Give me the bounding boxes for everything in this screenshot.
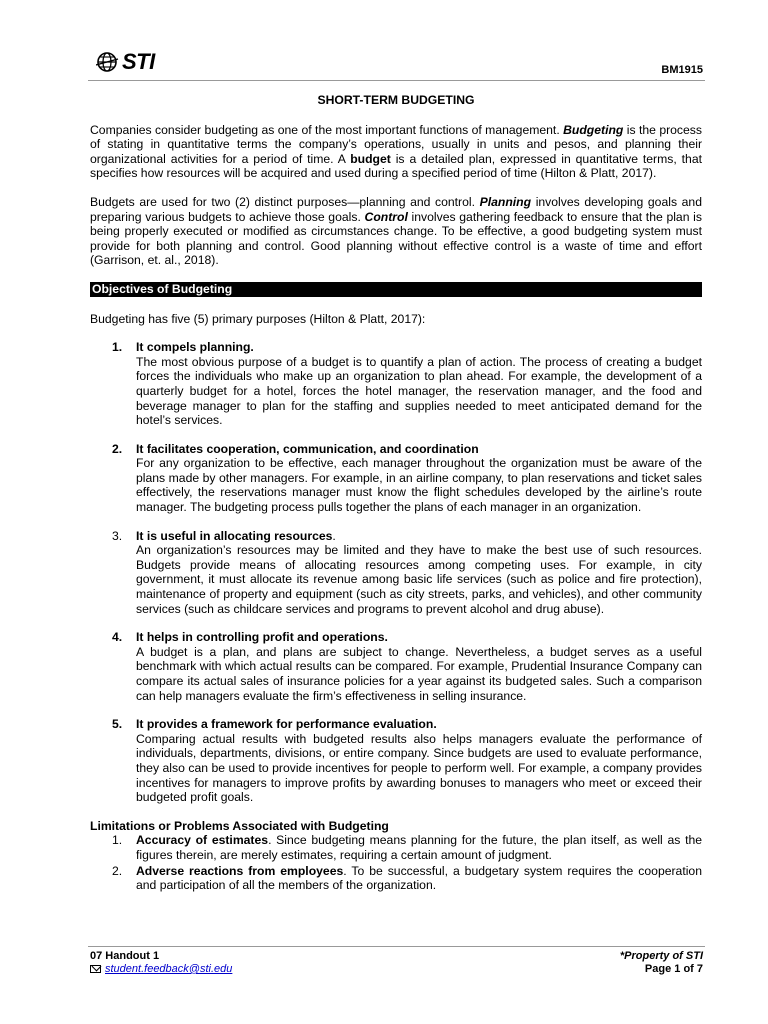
envelope-icon (90, 965, 101, 973)
term-control: Control (364, 209, 408, 224)
property-label: *Property of STI (619, 950, 703, 962)
list-item: 1. It compels planning. The most obvious purpose of a budget is to quantify a plan of action. The process of creating a budget forces the individuals who make up an organization to plan ahead. For example, the development of a quarterly budget for a hotel, forces the hotel manager, the reservation manager, and the food and beverage manager to plan for the staffing and supplies needed to meet anticipated demand for the hotel’s services. (112, 340, 702, 428)
document-body (90, 93, 702, 894)
header-divider (88, 80, 705, 81)
list-item: 3. It is useful in allocating resources. An organization’s resources may be limited and they have to make the best use of such resources. Budgets provide means of allocating resources among competing uses. For example, in city government, it must allocate its revenue among basic life services (such as police and fire protection), maintenance of property and equipment (such as city streets, parks, and vehicles), and other community services (such as childcare services and programs to prevent alcohol and drug abuse). (112, 528, 702, 616)
list-item-body: . To be successful, a budgetary system requires the cooperation and participation of all the members of the organization. (136, 863, 702, 893)
list-item-heading: It facilitates cooperation, communication, and coordination (136, 441, 479, 456)
page-number: Page 1 of 7 (644, 963, 703, 975)
intro-paragraph-1: Companies consider budgeting as one of the most important functions of management. Budgeting is the process of stating in quantitative terms the company’s operations, usually in units and pesos, and planning their organizational activities for a period of time. A budget is a detailed plan, expressed in quantitative terms, that specifies how resources will be acquired and used during a specified period of time (Hilton & Platt, 2017). (90, 122, 702, 181)
term-budgeting: Budgeting (563, 122, 624, 137)
list-item: 2. It facilitates cooperation, communication, and coordination For any organization to be effective, each manager throughout the organization must be aware of the plans made by other managers. For example, in an airline company, to plan reservations and ticket sales effectively, the reservations manager must know the flight schedules developed by the airline’s route manager. The budgeting process pulls together the plans of each manager in an organization. (112, 441, 702, 515)
list-item-body: For any organization to be effective, each manager throughout the organization must be aware of the plans made by other managers. For example, in an airline company, to plan reservations and ticket sales effectively, the reservations manager must know the flight schedules developed by the airline’s route manager. The budgeting process pulls together the plans of each manager in an organization. (136, 456, 702, 515)
list-item-heading: It is useful in allocating resources (136, 528, 333, 543)
list-item-body: An organization’s resources may be limited and they have to make the best use of such resources. Budgets provide means of allocating resources among competing uses. For example, in city government, it must allocate its revenue among basic life services (such as police and fire protection), maintenance of property and equipment (such as city streets, parks, and vehicles), and other community services (such as childcare services and programs to prevent alcohol and drug abuse). (136, 543, 702, 616)
list-item-body: The most obvious purpose of a budget is to quantify a plan of action. The process of creating a budget forces the individuals who make up an organization to plan ahead. For example, the development of a quarterly budget for a hotel, forces the hotel manager, the reservation manager, and the food and beverage manager to plan for the staffing and supplies needed to meet anticipated demand for the hotel’s services. (136, 354, 702, 428)
footer-right (620, 950, 703, 976)
list-item-body: Comparing actual results with budgeted results also helps managers evaluate the performance of individuals, departments, divisions, or entire company. Since budgets are used to evaluate performance, they also can be used to provide incentives for people to perform well. For example, a company provides incentives for managers to improve profits by awarding bonuses to managers who meet or exceed their budgeted profit goals. (136, 731, 702, 805)
list-item-body: A budget is a plan, and plans are subject to change. Nevertheless, a budget serves as a useful benchmark with which actual results can be compared. For example, Prudential Insurance Company can compare its actual sales of insurance policies for a year against its budgeted sales. Such a comparison can help managers evaluate the firm’s effectiveness in selling insurance. (136, 644, 702, 703)
handout-label: 07 Handout 1 (90, 950, 160, 962)
feedback-email-link[interactable]: student.feedback@sti.edu (105, 963, 233, 975)
list-item: 4. It helps in controlling profit and operations. A budget is a plan, and plans are subject to change. Nevertheless, a budget serves as a useful benchmark with which actual results can be compared. For example, Prudential Insurance Company can compare its actual sales of insurance policies for a year against its budgeted sales. Such a comparison can help managers evaluate the firm’s effectiveness in selling insurance. (112, 630, 702, 703)
list-item-body: . Since budgeting means planning for the future, the plan itself, as well as the figures therein, are merely estimates, requiring a certain amount of judgment. (136, 833, 703, 862)
section-heading-objectives: Objectives of Budgeting (90, 282, 702, 297)
document-title: SHORT-TERM BUDGETING (317, 93, 475, 107)
term-budget: budget (350, 151, 391, 166)
term-planning: Planning (479, 194, 532, 209)
list-item-heading: It helps in controlling profit and operations. (136, 630, 388, 645)
footer-left (90, 950, 232, 976)
logo-text: STI (122, 49, 155, 74)
objectives-lead: Budgeting has five (5) primary purposes (Hilton & Platt, 2017): (90, 311, 426, 326)
limitations-list (90, 833, 702, 892)
list-item: 2. Adverse reactions from employees. To be successful, a budgetary system requires the cooperation and participation of all the members of the organization. (112, 863, 702, 893)
intro-paragraph-2: Budgets are used for two (2) distinct purposes—planning and control. Planning involves developing goals and preparing various budgets to achieve those goals. Control involves gathering feedback to ensure that the plan is being properly executed or modified as circumstances change. To be effective, a good budgeting system must provide for both planning and control. Good planning without effective control is a waste of time and effort (Garrison, et. al., 2018). (90, 194, 702, 268)
list-item: 1. Accuracy of estimates. Since budgeting means planning for the future, the plan itself, as well as the figures therein, are merely estimates, requiring a certain amount of judgment. (112, 833, 703, 862)
globe-icon (96, 51, 120, 73)
section-heading-limitations: Limitations or Problems Associated with Budgeting (90, 818, 389, 833)
list-item-heading: Accuracy of estimates (136, 833, 269, 848)
list-item-heading: It provides a framework for performance evaluation. (136, 717, 437, 732)
list-item: 5. It provides a framework for performance evaluation. Comparing actual results with budgeted results also helps managers evaluate the performance of individuals, departments, divisions, or entire company. Since budgets are used to evaluate performance, they also can be used to provide incentives for people to perform well. For example, a company provides incentives for managers to improve profits by awarding bonuses to managers who meet or exceed their budgeted profit goals. (112, 717, 702, 805)
sti-logo (96, 50, 155, 74)
document-code: BM1915 (661, 64, 703, 76)
list-item-heading: It compels planning. (136, 340, 254, 355)
footer-divider (88, 946, 705, 947)
objectives-list (90, 340, 702, 805)
list-item-heading: Adverse reactions from employees (136, 863, 344, 878)
